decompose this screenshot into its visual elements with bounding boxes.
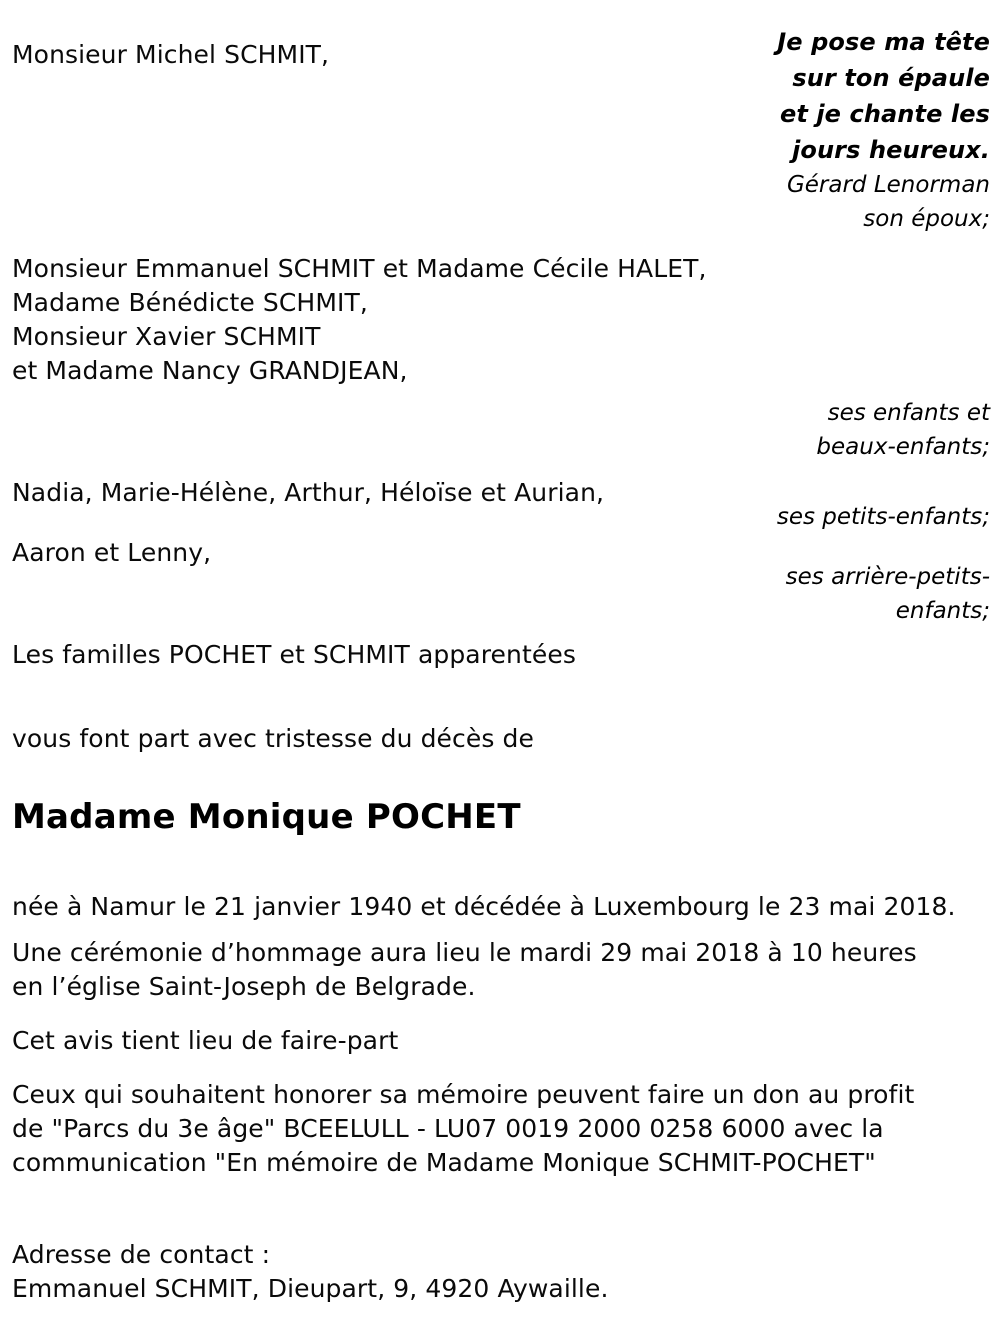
donation-line-1: Ceux qui souhaitent honorer sa mémoire peuvent faire un don au profit — [12, 1080, 915, 1109]
donation-block — [12, 1078, 914, 1180]
faire-part-notice: Cet avis tient lieu de faire-part — [12, 1026, 399, 1055]
quote-line-1: Je pose ma tête — [777, 28, 990, 56]
ceremony-line-1: Une cérémonie d’hommage aura lieu le mardi 29 mai 2018 à 10 heures — [12, 938, 917, 967]
deceased-birth-death: née à Namur le 21 janvier 1940 et décédée à Luxembourg le 23 mai 2018. — [12, 892, 956, 921]
deceased-dates-block — [12, 890, 956, 924]
announcer-child-1: Monsieur Emmanuel SCHMIT et Madame Cécile HALET, — [12, 254, 707, 283]
relation-children-line-1: ses enfants et — [827, 400, 990, 426]
relation-great-grandchildren-block — [786, 560, 990, 628]
donation-line-3: communication "En mémoire de Madame Monique SCHMIT-POCHET" — [12, 1148, 876, 1177]
announcer-child-2: Madame Bénédicte SCHMIT, — [12, 288, 368, 317]
contact-block — [12, 1238, 609, 1306]
announcer-great-grandchildren-block — [12, 536, 211, 570]
donation-line-2: de "Parcs du 3e âge" BCEELULL - LU07 0019 2000 0258 6000 avec la — [12, 1114, 884, 1143]
relation-great-grandchildren-line-1: ses arrière-petits- — [785, 564, 990, 590]
contact-label: Adresse de contact : — [12, 1240, 271, 1269]
ceremony-line-2: en l’église Saint-Joseph de Belgrade. — [12, 972, 476, 1001]
announcement-intro-block — [12, 722, 534, 756]
announcer-child-3: Monsieur Xavier SCHMIT — [12, 322, 321, 351]
quote-line-2: sur ton épaule — [792, 64, 990, 92]
quote-block — [777, 24, 990, 236]
relation-grandchildren-block — [777, 500, 990, 534]
contact-address: Emmanuel SCHMIT, Dieupart, 9, 4920 Aywaille. — [12, 1274, 609, 1303]
faire-part-notice-block — [12, 1024, 398, 1058]
quote-author: Gérard Lenorman — [786, 172, 990, 198]
deceased-name: Madame Monique POCHET — [12, 797, 521, 837]
announcer-families-block — [12, 638, 576, 672]
relation-children-line-2: beaux-enfants; — [816, 434, 990, 460]
quote-line-3: et je chante les — [779, 100, 990, 128]
announcer-children-block — [12, 252, 707, 388]
announcer-child-4: et Madame Nancy GRANDJEAN, — [12, 356, 408, 385]
announcer-spouse-block — [12, 38, 329, 72]
quote-line-4: jours heureux. — [792, 136, 990, 164]
announcer-grandchildren: Nadia, Marie-Hélène, Arthur, Héloïse et Aurian, — [12, 478, 605, 507]
relation-great-grandchildren-line-2: enfants; — [895, 598, 990, 624]
announcer-families: Les familles POCHET et SCHMIT apparentées — [12, 640, 576, 669]
relation-children-block — [816, 396, 990, 464]
deceased-name-block — [12, 796, 521, 838]
announcer-spouse: Monsieur Michel SCHMIT, — [12, 40, 330, 69]
relation-spouse: son époux; — [863, 206, 990, 232]
relation-grandchildren: ses petits-enfants; — [776, 504, 990, 530]
ceremony-block — [12, 936, 917, 1004]
announcement-intro: vous font part avec tristesse du décès de — [12, 724, 534, 753]
announcer-grandchildren-block — [12, 476, 604, 510]
announcer-great-grandchildren: Aaron et Lenny, — [12, 538, 212, 567]
